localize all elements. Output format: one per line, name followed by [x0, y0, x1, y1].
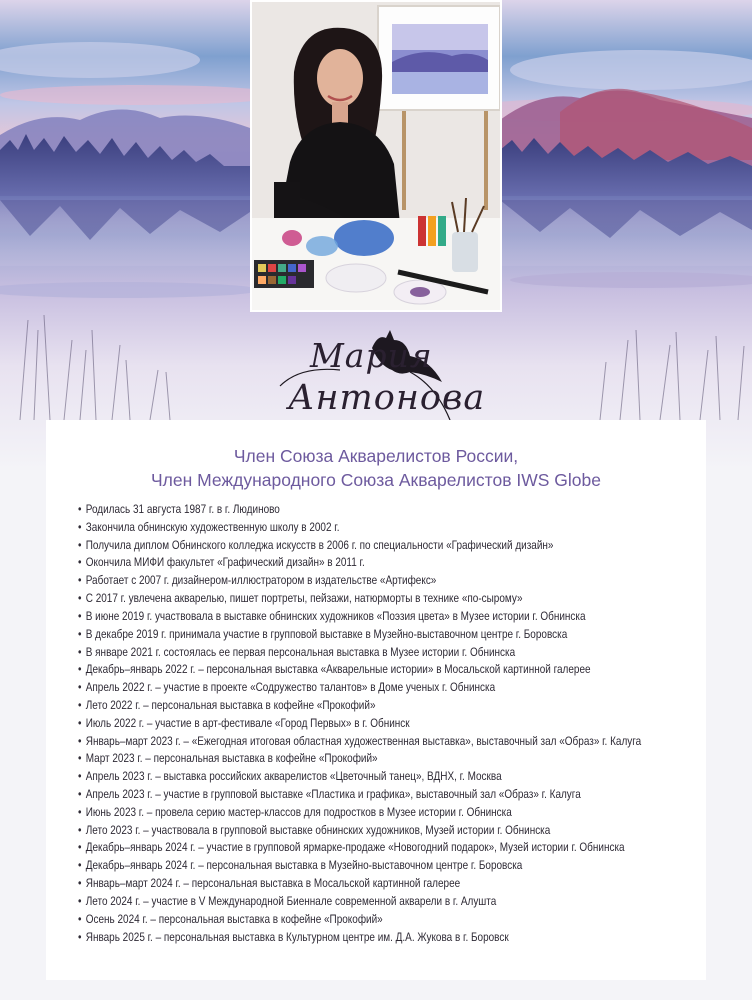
logo-last-name: Антонова: [288, 378, 486, 418]
biography-item-text: С 2017 г. увлечена акварелью, пишет портреты, пейзажи, натюрморты в технике «по-сырому»: [85, 592, 523, 606]
bullet-icon: •: [78, 805, 82, 819]
bullet-icon: •: [78, 788, 82, 801]
bullet-icon: •: [78, 752, 82, 766]
bullet-icon: •: [78, 859, 82, 873]
bullet-icon: •: [78, 592, 82, 606]
bullet-icon: •: [78, 930, 82, 944]
biography-item: [78, 590, 611, 608]
biography-item: [78, 519, 611, 537]
bullet-icon: •: [78, 556, 82, 570]
biography-item: [78, 822, 611, 840]
biography-item-text: Лето 2023 г. – участвовала в групповой выставке обнинских художников, Музей истории г. Обнинска: [85, 823, 551, 837]
biography-item: [78, 608, 611, 626]
biography-item-text: Лето 2024 г. – участие в V Международной Биеннале современной акварели в г. Алушта: [85, 894, 497, 908]
bullet-icon: •: [78, 894, 82, 908]
bullet-icon: •: [78, 823, 82, 837]
biography-item-text: Окончила МИФИ факультет «Графический дизайн» в 2011 г.: [85, 556, 365, 570]
biography-item: [78, 839, 625, 857]
biography-item-text: Декабрь–январь 2024 г. – участие в групповой ярмарке-продаже «Новогодний подарок», Музей истории г. Обнинска: [85, 841, 625, 855]
biography-item-text: Апрель 2023 г. – участие в групповой выставке «Пластика и графика», выставочный зал «Образ» г. Калуга: [85, 788, 581, 801]
bullet-icon: •: [78, 841, 82, 855]
biography-item: [78, 857, 611, 875]
biography-item: [78, 929, 611, 947]
bullet-icon: •: [78, 663, 82, 677]
biography-item: [78, 804, 611, 822]
biography-item-text: В декабре 2019 г. принимала участие в групповой выставке в Музейно-выставочном центре г. Боровска: [85, 627, 568, 641]
biography-item: [78, 768, 611, 786]
bullet-icon: •: [78, 645, 82, 659]
biography-item-text: Март 2023 г. – персональная выставка в кофейне «Прокофий»: [85, 752, 378, 766]
biography-item-text: Январь 2025 г. – персональная выставка в Культурном центре им. Д.А. Жукова в г. Боровск: [85, 930, 509, 944]
biography-item-text: Получила диплом Обнинского колледжа искусств в 2006 г. по специальности «Графический дизайн»: [85, 538, 554, 552]
headline-line-1: Член Союза Акварелистов России,: [233, 446, 519, 466]
membership-headline: [0, 444, 752, 492]
biography-item: [78, 626, 611, 644]
biography-item-text: Закончила обнинскую художественную школу в 2002 г.: [85, 520, 340, 534]
biography-list: [78, 501, 698, 946]
biography-item: [78, 679, 611, 697]
biography-item-text: Осень 2024 г. – персональная выставка в кофейне «Прокофий»: [85, 912, 383, 926]
bullet-icon: •: [78, 627, 82, 641]
bullet-icon: •: [78, 609, 82, 623]
biography-item-text: Июль 2022 г. – участие в арт-фестивале «Город Первых» в г. Обнинск: [85, 716, 410, 730]
biography-item-text: Декабрь–январь 2024 г. – персональная выставка в Музейно-выставочном центре г. Боровска: [85, 859, 523, 873]
biography-item-text: Апрель 2023 г. – выставка российских акварелистов «Цветочный танец», ВДНХ, г. Москва: [85, 770, 502, 784]
portrait-photo: [250, 0, 502, 312]
biography-item-text: Апрель 2022 г. – участие в проекте «Содружество талантов» в Доме ученых г. Обнинска: [85, 681, 496, 695]
biography-item: [78, 554, 611, 572]
biography-item: [78, 911, 611, 929]
biography-item: [78, 537, 611, 555]
biography-item: [78, 733, 642, 751]
bullet-icon: •: [78, 770, 82, 784]
bullet-icon: •: [78, 734, 82, 748]
biography-item: [78, 786, 611, 804]
biography-item: [78, 715, 611, 733]
bullet-icon: •: [78, 574, 82, 588]
biography-item-text: Декабрь–январь 2022 г. – персональная выставка «Акварельные истории» в Мосальской картинной галерее: [85, 663, 591, 677]
biography-item: [78, 501, 611, 519]
bullet-icon: •: [78, 912, 82, 926]
biography-item-text: Июнь 2023 г. – провела серию мастер-классов для подростков в Музее истории г. Обнинска: [85, 805, 512, 819]
biography-item: [78, 572, 611, 590]
biography-item: [78, 697, 611, 715]
headline-line-2: Член Международного Союза Акварелистов IWS Globe: [150, 470, 601, 490]
biography-item: [78, 893, 611, 911]
bullet-icon: •: [78, 520, 82, 534]
biography-item-text: В июне 2019 г. участвовала в выставке обнинских художников «Поэзия цвета» в Музее истории г. Обнинска: [85, 609, 586, 623]
biography-item-text: В январе 2021 г. состоялась ее первая персональная выставка в Музее истории г. Обнинска: [85, 645, 516, 659]
biography-item-text: Работает с 2007 г. дизайнером-иллюстратором в издательстве «Артифекс»: [85, 574, 437, 588]
bullet-icon: •: [78, 698, 82, 712]
logo-first-name: Мария: [310, 336, 433, 375]
bullet-icon: •: [78, 716, 82, 730]
biography-item: [78, 875, 611, 893]
biography-item-text: Лето 2022 г. – персональная выставка в кофейне «Прокофий»: [85, 698, 376, 712]
bullet-icon: •: [78, 681, 82, 695]
biography-item: [78, 750, 611, 768]
biography-item: [78, 644, 611, 662]
bullet-icon: •: [78, 877, 82, 891]
biography-item-text: Январь–март 2024 г. – персональная выставка в Мосальской картинной галерее: [85, 877, 461, 891]
bullet-icon: •: [78, 503, 82, 516]
biography-item-text: Родилась 31 августа 1987 г. в г. Людиново: [85, 503, 280, 516]
biography-item: [78, 661, 611, 679]
biography-item-text: Январь–март 2023 г. – «Ежегодная итоговая областная художественная выставка», выставочный зал «Образ» г. Калуга: [85, 734, 642, 748]
bullet-icon: •: [78, 538, 82, 552]
